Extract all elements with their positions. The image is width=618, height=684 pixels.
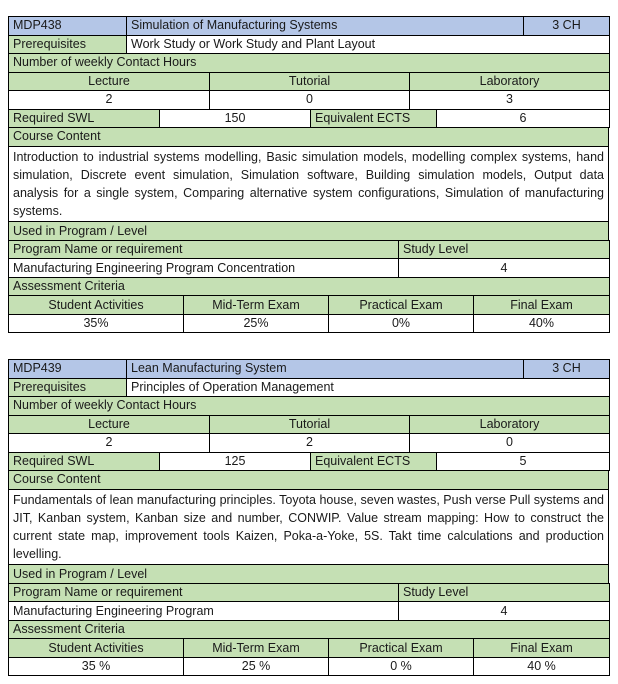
required-swl-value: 150 (160, 109, 311, 128)
tutorial-value: 2 (210, 434, 410, 453)
program-name-label: Program Name or requirement (9, 240, 399, 259)
course-code: MDP438 (9, 17, 127, 36)
program-table (8, 583, 610, 640)
swl-row (9, 452, 610, 471)
used-in-program-label: Used in Program / Level (9, 565, 609, 584)
required-swl-label: Required SWL (9, 452, 160, 471)
student-activities-label: Student Activities (9, 296, 184, 315)
practical-value: 0 % (329, 657, 474, 676)
prerequisites-label: Prerequisites (9, 378, 127, 397)
content-table (8, 470, 609, 584)
study-level-label: Study Level (399, 583, 610, 602)
required-swl-value: 125 (160, 452, 311, 471)
equivalent-ects-value: 5 (437, 452, 610, 471)
student-activities-label: Student Activities (9, 639, 184, 658)
program-name-value: Manufacturing Engineering Program Concentration (9, 259, 399, 278)
course-header-table (8, 16, 610, 54)
program-header-row (9, 583, 610, 602)
study-level-label: Study Level (399, 240, 610, 259)
practical-label: Practical Exam (329, 639, 474, 658)
course-table-mdp439 (8, 359, 609, 676)
prerequisites-value: Principles of Operation Management (127, 378, 610, 397)
assessment-criteria-label: Assessment Criteria (9, 277, 610, 296)
assessment-value-row (9, 314, 610, 333)
student-activities-value: 35% (9, 314, 184, 333)
assessment-criteria-label: Assessment Criteria (9, 620, 610, 639)
hours-value-row (9, 91, 610, 110)
contact-hours-table (8, 53, 610, 110)
course-content-text: Fundamentals of lean manufacturing principles. Toyota house, seven wastes, Push verse Pull systems and JIT, Kanban system, Kanban size and number, CONWIP. Value stream mapping: How to construct the current state map, improvement tools Kaizen, Poka-a-Yoke, 5S. Takt time calculations and production levelling. (9, 489, 609, 565)
final-label: Final Exam (474, 296, 610, 315)
mid-term-label: Mid-Term Exam (184, 296, 329, 315)
program-name-value: Manufacturing Engineering Program (9, 602, 399, 621)
course-table-mdp438 (8, 16, 609, 333)
required-swl-label: Required SWL (9, 109, 160, 128)
swl-table (8, 452, 610, 472)
assessment-table (8, 295, 610, 333)
contact-hours-table (8, 396, 610, 453)
course-header-table (8, 359, 610, 397)
student-activities-value: 35 % (9, 657, 184, 676)
mid-term-value: 25% (184, 314, 329, 333)
program-value-row (9, 259, 610, 278)
course-content-label: Course Content (9, 471, 609, 490)
weekly-hours-label: Number of weekly Contact Hours (9, 397, 610, 416)
equivalent-ects-label: Equivalent ECTS (311, 452, 437, 471)
final-value: 40 % (474, 657, 610, 676)
swl-table (8, 109, 610, 129)
laboratory-value: 3 (410, 91, 610, 110)
equivalent-ects-value: 6 (437, 109, 610, 128)
tutorial-label: Tutorial (210, 72, 410, 91)
practical-label: Practical Exam (329, 296, 474, 315)
credit-hours: 3 CH (524, 17, 610, 36)
final-label: Final Exam (474, 639, 610, 658)
lecture-label: Lecture (9, 72, 210, 91)
tutorial-value: 0 (210, 91, 410, 110)
prerequisites-row (9, 35, 610, 54)
assessment-value-row (9, 657, 610, 676)
laboratory-value: 0 (410, 434, 610, 453)
swl-row (9, 109, 610, 128)
tutorial-label: Tutorial (210, 415, 410, 434)
hours-header-row (9, 415, 610, 434)
lecture-value: 2 (9, 91, 210, 110)
used-in-program-label: Used in Program / Level (9, 222, 609, 241)
study-level-value: 4 (399, 259, 610, 278)
course-title-row (9, 360, 610, 379)
prerequisites-value: Work Study or Work Study and Plant Layout (127, 35, 610, 54)
program-value-row (9, 602, 610, 621)
content-table (8, 127, 609, 241)
course-content-text: Introduction to industrial systems modelling, Basic simulation models, modelling complex systems, hand simulation, Discrete event simulation, Simulation software, Building simulation models, Output data analysis for a single system, Comparing alternative system configurations, Simulation of manufacturing systems. (9, 146, 609, 222)
program-table (8, 240, 610, 297)
program-name-label: Program Name or requirement (9, 583, 399, 602)
assessment-header-row (9, 639, 610, 658)
practical-value: 0% (329, 314, 474, 333)
course-content-label: Course Content (9, 128, 609, 147)
assessment-table (8, 638, 610, 676)
hours-value-row (9, 434, 610, 453)
final-value: 40% (474, 314, 610, 333)
prerequisites-row (9, 378, 610, 397)
assessment-header-row (9, 296, 610, 315)
prerequisites-label: Prerequisites (9, 35, 127, 54)
course-title: Lean Manufacturing System (127, 360, 524, 379)
course-title: Simulation of Manufacturing Systems (127, 17, 524, 36)
program-header-row (9, 240, 610, 259)
credit-hours: 3 CH (524, 360, 610, 379)
hours-header-row (9, 72, 610, 91)
course-code: MDP439 (9, 360, 127, 379)
mid-term-label: Mid-Term Exam (184, 639, 329, 658)
lecture-label: Lecture (9, 415, 210, 434)
course-title-row (9, 17, 610, 36)
laboratory-label: Laboratory (410, 72, 610, 91)
laboratory-label: Laboratory (410, 415, 610, 434)
mid-term-value: 25 % (184, 657, 329, 676)
weekly-hours-label: Number of weekly Contact Hours (9, 54, 610, 73)
study-level-value: 4 (399, 602, 610, 621)
lecture-value: 2 (9, 434, 210, 453)
equivalent-ects-label: Equivalent ECTS (311, 109, 437, 128)
